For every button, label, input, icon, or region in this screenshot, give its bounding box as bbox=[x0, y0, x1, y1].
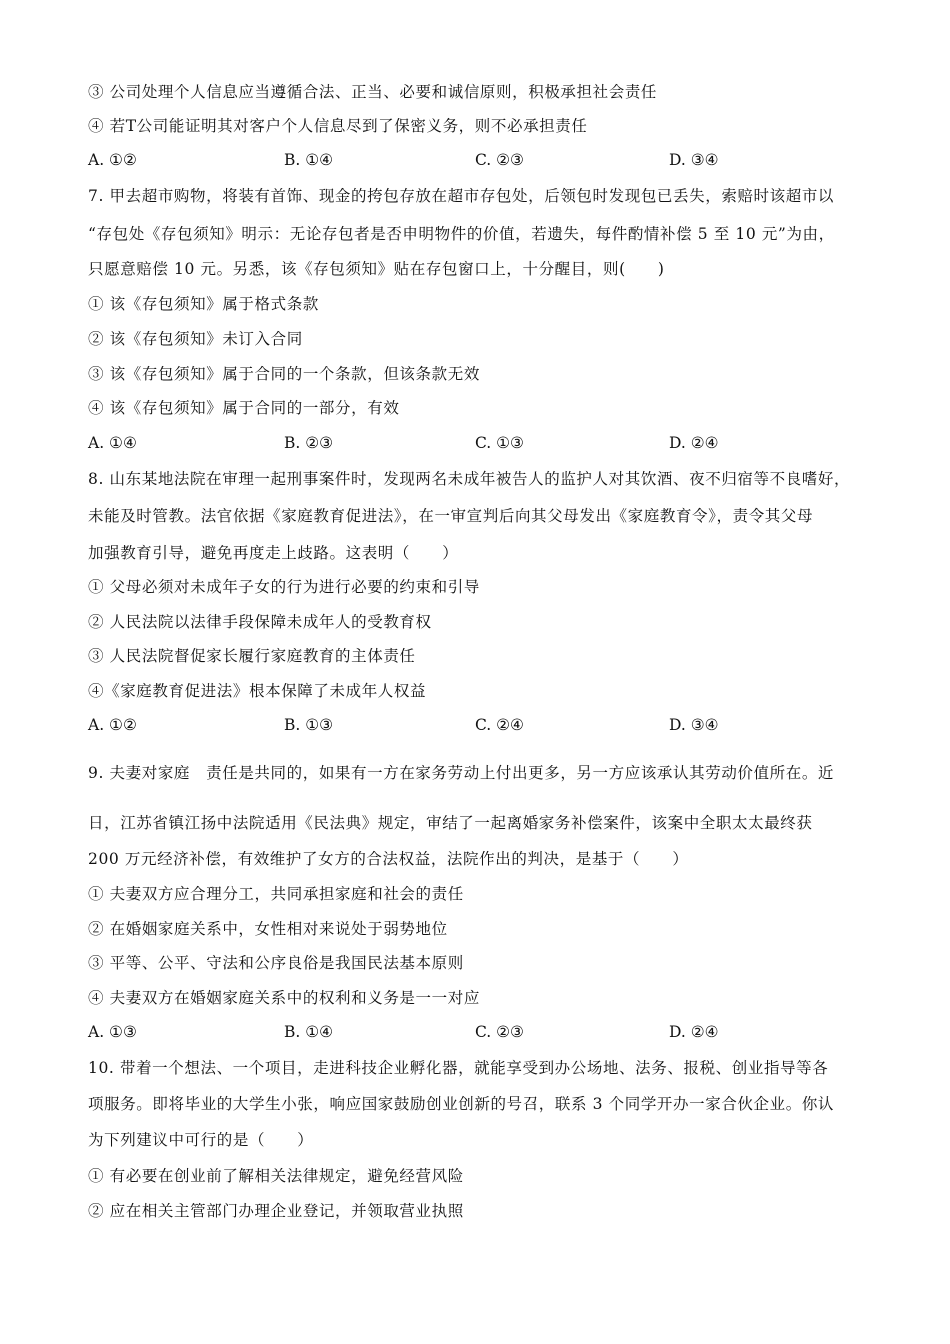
q9-item-4: ④ 夫妻双方在婚姻家庭关系中的权利和义务是一一对应 bbox=[88, 989, 480, 1007]
q10-stem-line-1: 10. 带着一个想法、一个项目，走进科技企业孵化器，就能享受到办公场地、法务、报税、创业指导等各 bbox=[88, 1059, 829, 1077]
q7-option-b: B. ②③ bbox=[284, 434, 334, 452]
q6-item-3: ③ 公司处理个人信息应当遵循合法、正当、必要和诚信原则，积极承担社会责任 bbox=[88, 83, 658, 101]
q9-options bbox=[88, 1022, 868, 1042]
q9-stem-line-1: 9. 夫妻对家庭 责任是共同的，如果有一方在家务劳动上付出更多，另一方应该承认其劳动价值所在。近 bbox=[88, 764, 835, 782]
q10-item-2: ② 应在相关主管部门办理企业登记，并领取营业执照 bbox=[88, 1202, 464, 1220]
q10-item-1: ① 有必要在创业前了解相关法律规定，避免经营风险 bbox=[88, 1167, 464, 1185]
q9-stem-line-2: 日，江苏省镇江扬中法院适用《民法典》规定，审结了一起离婚家务补偿案件，该案中全职太太最终获 bbox=[88, 814, 813, 832]
q7-options bbox=[88, 433, 868, 453]
q9-option-a: A. ①③ bbox=[88, 1023, 137, 1041]
q7-item-4: ④ 该《存包须知》属于合同的一部分，有效 bbox=[88, 399, 400, 417]
q7-option-d: D. ②④ bbox=[669, 434, 719, 452]
q9-item-2: ② 在婚姻家庭关系中，女性相对来说处于弱势地位 bbox=[88, 920, 448, 938]
q9-option-b: B. ①④ bbox=[284, 1023, 334, 1041]
q7-stem-line-3: 只愿意赔偿 10 元。另悉，该《存包须知》贴在存包窗口上，十分醒目，则( ) bbox=[88, 260, 665, 278]
q7-item-2: ② 该《存包须知》未订入合同 bbox=[88, 330, 303, 348]
q10-stem-line-2: 项服务。即将毕业的大学生小张，响应国家鼓励创业创新的号召，联系 3 个同学开办一家合伙企业。你认 bbox=[88, 1095, 835, 1113]
q6-option-b: B. ①④ bbox=[284, 151, 334, 169]
q9-stem-line-3: 200 万元经济补偿，有效维护了女方的合法权益，法院作出的判决，是基于（ ） bbox=[88, 850, 689, 868]
q8-stem-line-1: 8. 山东某地法院在审理一起刑事案件时，发现两名未成年被告人的监护人对其饮酒、夜不归宿等不良嗜好， bbox=[88, 470, 851, 488]
q9-item-3: ③ 平等、公平、守法和公序良俗是我国民法基本原则 bbox=[88, 954, 464, 972]
q8-option-c: C. ②④ bbox=[475, 716, 524, 734]
q6-option-d: D. ③④ bbox=[669, 151, 719, 169]
q9-option-c: C. ②③ bbox=[475, 1023, 524, 1041]
q10-stem-line-3: 为下列建议中可行的是（ ） bbox=[88, 1131, 314, 1149]
q7-item-3: ③ 该《存包须知》属于合同的一个条款，但该条款无效 bbox=[88, 365, 480, 383]
q7-option-c: C. ①③ bbox=[475, 434, 524, 452]
q8-option-b: B. ①③ bbox=[284, 716, 334, 734]
q8-item-3: ③ 人民法院督促家长履行家庭教育的主体责任 bbox=[88, 647, 416, 665]
q8-item-4: ④《家庭教育促进法》根本保障了未成年人权益 bbox=[88, 682, 427, 700]
q8-item-1: ① 父母必须对未成年子女的行为进行必要的约束和引导 bbox=[88, 578, 480, 596]
q8-stem-line-2: 未能及时管教。法官依据《家庭教育促进法》，在一审宣判后向其父母发出《家庭教育令》，责令其父母 bbox=[88, 507, 814, 525]
q8-item-2: ② 人民法院以法律手段保障未成年人的受教育权 bbox=[88, 613, 432, 631]
q7-stem-line-2: “存包处《存包须知》明示：无论存包者是否申明物件的价值，若遗失，每件酌情补偿 5 至 10 元”为由， bbox=[88, 225, 835, 243]
q9-item-1: ① 夫妻双方应合理分工，共同承担家庭和社会的责任 bbox=[88, 885, 464, 903]
q9-option-d: D. ②④ bbox=[669, 1023, 719, 1041]
q7-item-1: ① 该《存包须知》属于格式条款 bbox=[88, 295, 319, 313]
q7-stem-line-1: 7. 甲去超市购物，将装有首饰、现金的挎包存放在超市存包处，后领包时发现包已丢失，索赔时该超市以 bbox=[88, 187, 835, 205]
q8-option-a: A. ①② bbox=[88, 716, 137, 734]
q6-option-c: C. ②③ bbox=[475, 151, 524, 169]
q7-option-a: A. ①④ bbox=[88, 434, 137, 452]
q6-options bbox=[88, 150, 868, 170]
q6-option-a: A. ①② bbox=[88, 151, 137, 169]
q8-options bbox=[88, 715, 868, 735]
q8-option-d: D. ③④ bbox=[669, 716, 719, 734]
q8-stem-line-3: 加强教育引导，避免再度走上歧路。这表明（ ） bbox=[88, 544, 459, 562]
q6-item-4: ④ 若T公司能证明其对客户个人信息尽到了保密义务，则不必承担责任 bbox=[88, 117, 588, 135]
